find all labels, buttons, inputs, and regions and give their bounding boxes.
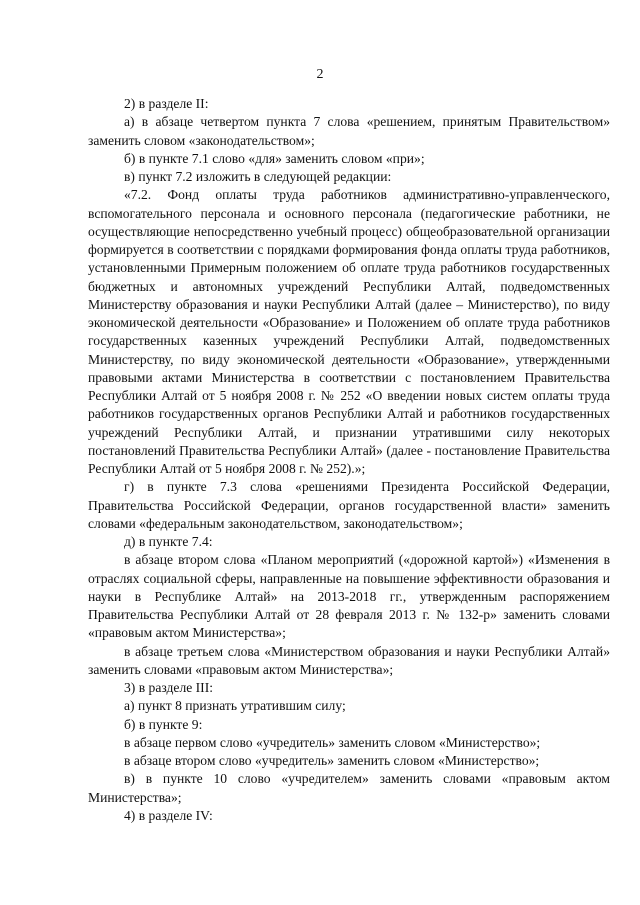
paragraph-item-a: а) в абзаце четвертом пункта 7 слова «решением, принятым Правительством» заменить словом «законодательством»; — [88, 114, 610, 148]
paragraph-abzac-1-9: в абзаце первом слово «учредитель» заменить словом «Министерство»; — [124, 734, 541, 750]
paragraph-clause-7-2: «7.2. Фонд оплаты труда работников административно-управленческого, вспомогательного персонала и основного персонала (педагогические работники, не осуществляющие непосредственно учебный процесс) общеобразовательной организации формируется в соответствии с порядками формирования фонда оплаты труда работников, установленными Примерным положением об оплате труда работников государственных бюджетных и автономных учреждений Республики Алтай, подведомственных Министерству образования и науки Республики Алтай (далее – Министерство), по виду экономической деятельности «Образование» и Положением об оплате труда работников государственных казенных учреждений Республики Алтай, подведомственных Министерству, по виду экономической деятельности «Образование», утвержденными правовыми актами Министерства в соответствии с постановлением Правительства Республики Алтай от 5 ноября 2008 г. № 252 «О введении новых систем оплаты труда работников государственных органов Республики Алтай и работников государственных учреждений Республики Алтай, и признании утратившими силу некоторых постановлений Правительства Республики Алтай» (далее - постановление Правительства Республики Алтай от 5 ноября 2008 г. № 252).»; — [88, 187, 610, 476]
paragraph-section-3: 3) в разделе III: — [124, 680, 214, 695]
page-number: 2 — [316, 67, 324, 82]
paragraph-item-b: б) в пункте 7.1 слово «для» заменить словом «при»; — [124, 150, 425, 166]
paragraph-item-g: г) в пункте 7.3 слова «решениями Президента Российской Федерации, Правительства Российской Федерации, органов государственной власти» заменить словами «федеральным законодательством, законодательством»; — [88, 479, 610, 531]
paragraph-abzac-2: в абзаце втором слова «Планом мероприятий («дорожной картой») «Изменения в отраслях социальной сферы, направленные на повышение эффективности образования и науки в Республике Алтай» на 2013-2018 гг., утвержденным распоряжением Правительства Республики Алтай от 28 февраля 2013 г. № 132-р» заменить словами «правовым актом Министерства»; — [88, 552, 610, 641]
document-body — [88, 95, 610, 825]
paragraph-abzac-2-9: в абзаце втором слово «учредитель» заменить словом «Министерство»; — [124, 753, 540, 768]
paragraph-item-v-10: в) в пункте 10 слово «учредителем» заменить словами «правовым актом Министерства»; — [88, 771, 610, 805]
paragraph-section-4: 4) в разделе IV: — [124, 807, 213, 823]
paragraph-abzac-3: в абзаце третьем слова «Министерством образования и науки Республики Алтай» заменить словами «правовым актом Министерства»; — [88, 643, 610, 677]
paragraph-item-v: в) пункт 7.2 изложить в следующей редакции: — [124, 169, 392, 184]
paragraph-section-2: 2) в разделе II: — [124, 96, 209, 111]
paragraph-item-a-8: а) пункт 8 признать утратившим силу; — [124, 698, 346, 714]
paragraph-item-d: д) в пункте 7.4: — [124, 534, 213, 549]
paragraph-item-b-9: б) в пункте 9: — [124, 716, 203, 732]
